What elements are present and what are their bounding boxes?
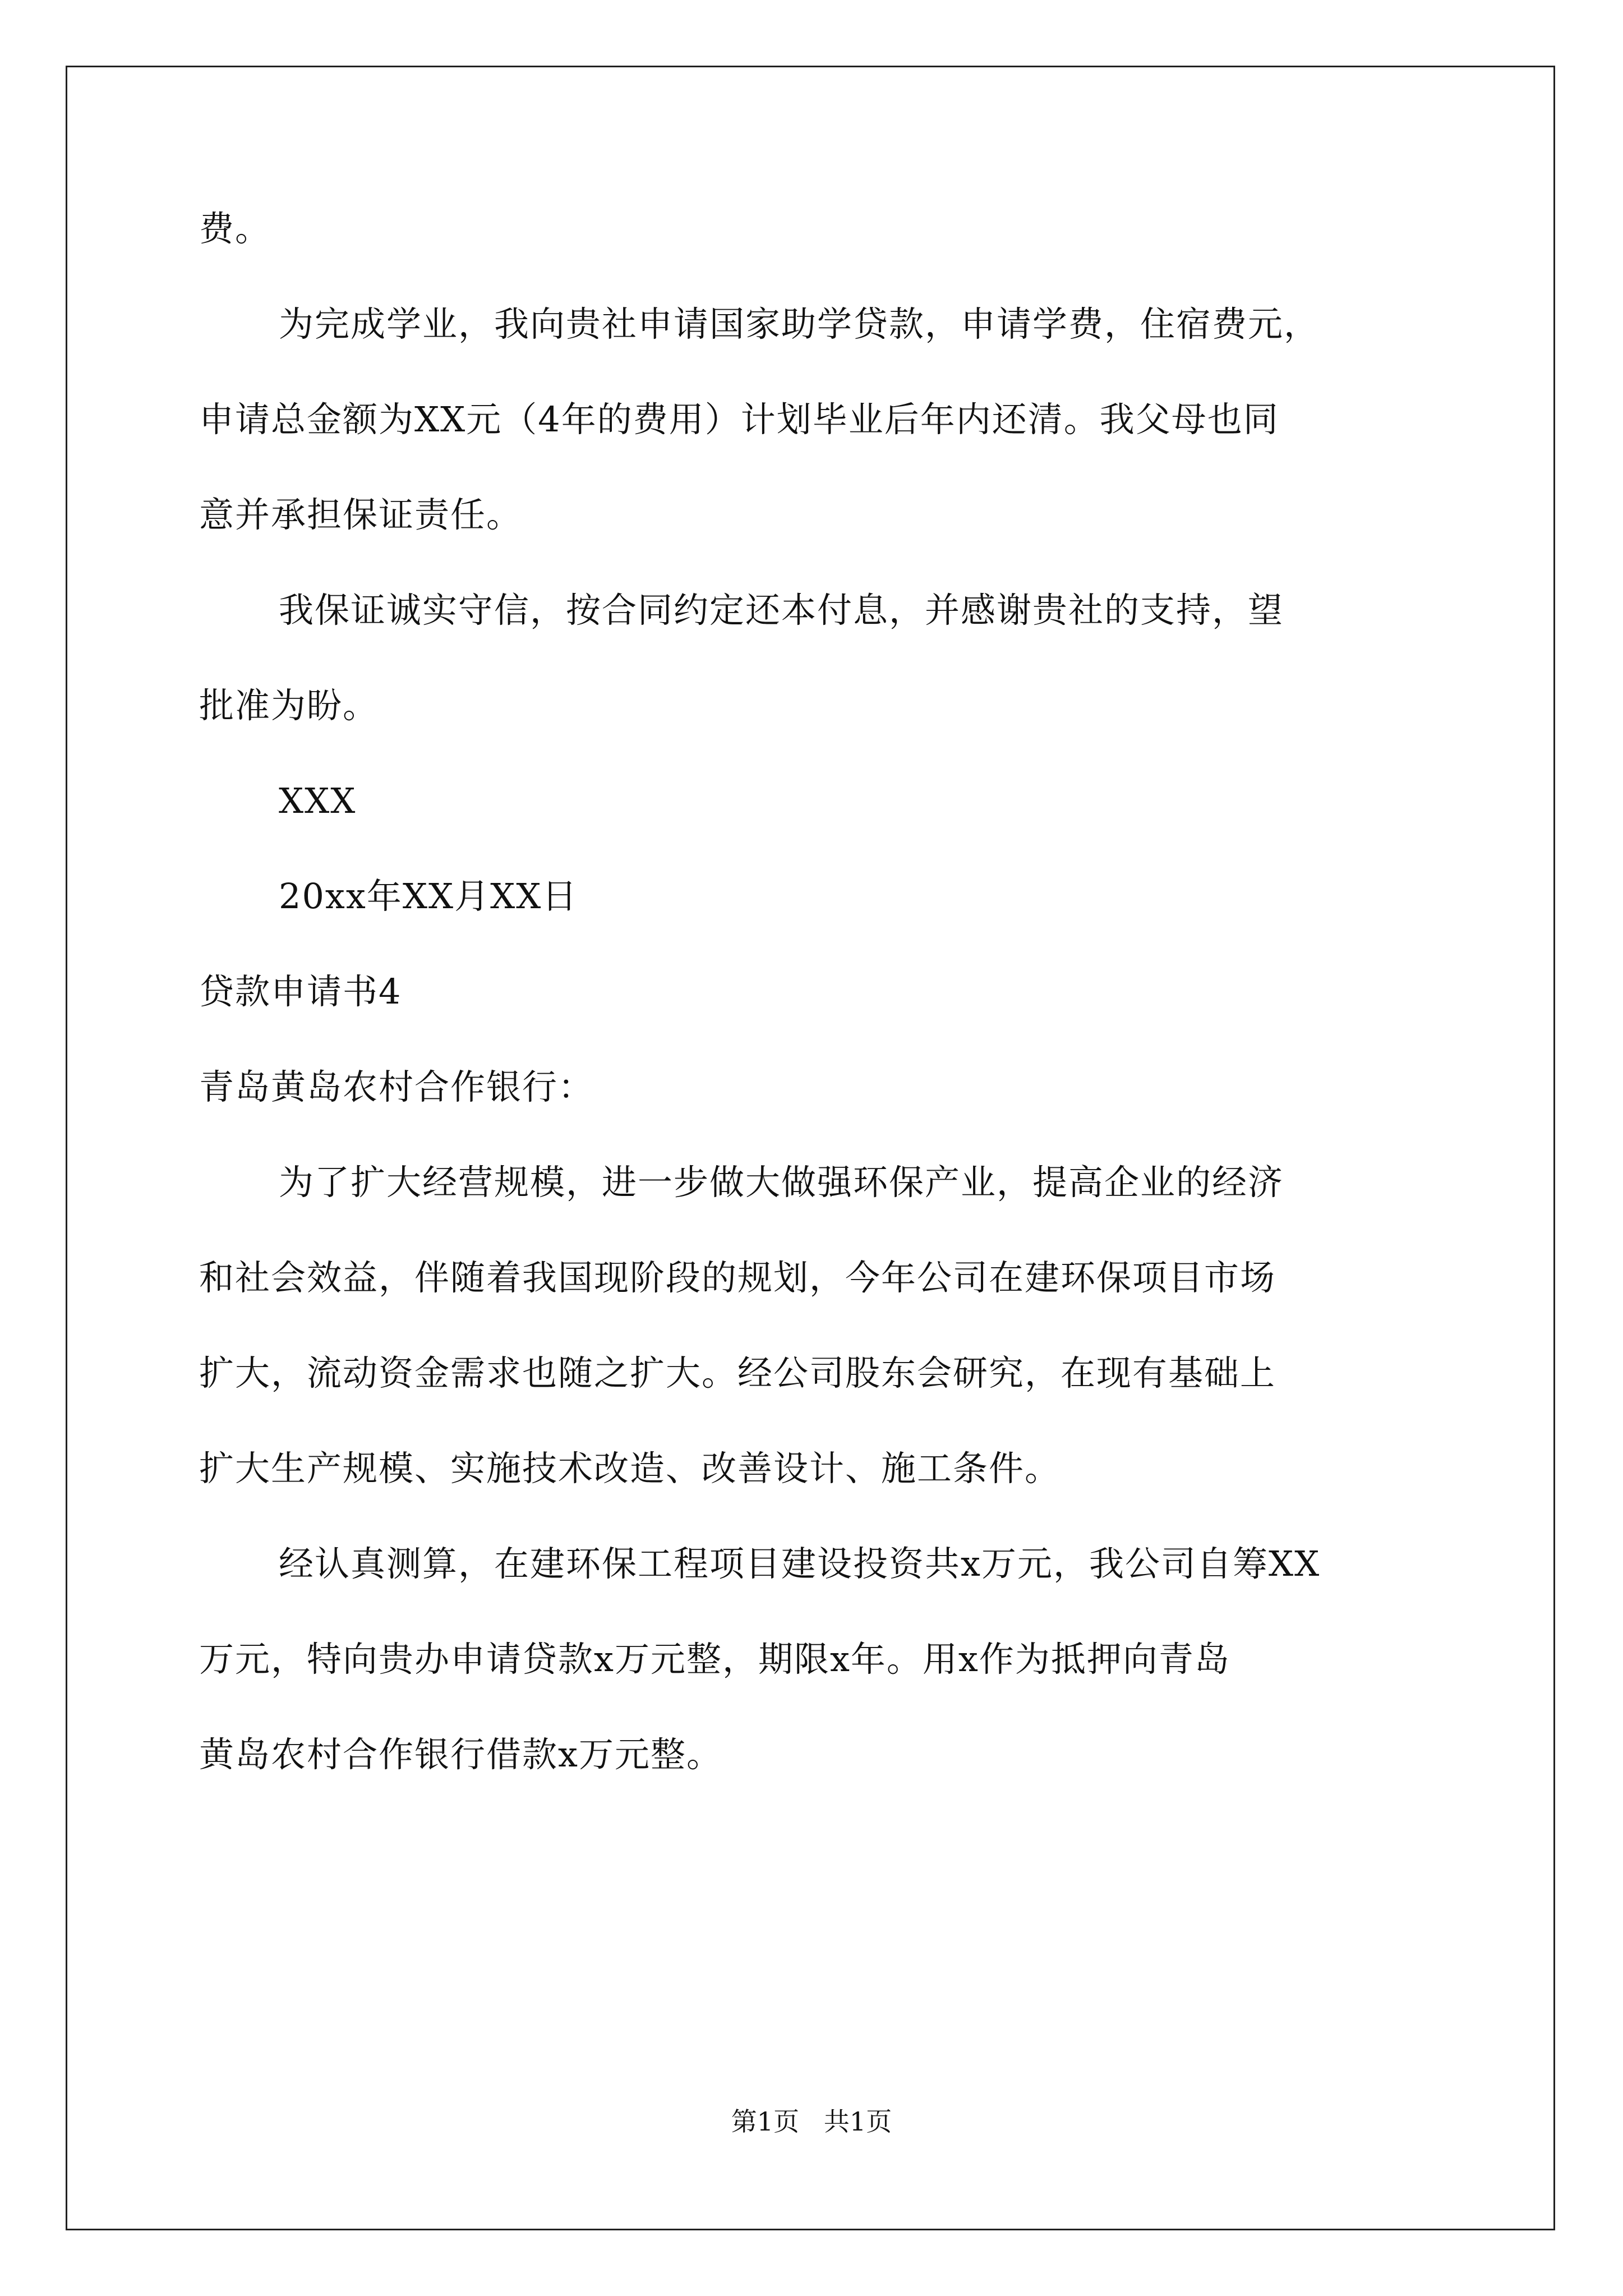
text-line-12: 和社会效益，伴随着我国现阶段的规划，今年公司在建环保项目市场 xyxy=(199,1257,1276,1298)
text-line-6: 批准为盼。 xyxy=(199,685,379,726)
text-line-17: 黄岛农村合作银行借款x万元整。 xyxy=(199,1734,722,1775)
salutation: 青岛黄岛农村合作银行： xyxy=(199,1066,594,1107)
page-border xyxy=(66,66,1555,2230)
text-line-4: 意并承担保证责任。 xyxy=(199,494,523,535)
text-line-14: 扩大生产规模、实施技术改造、改善设计、施工条件。 xyxy=(199,1448,1061,1489)
text-line-11: 为了扩大经营规模，进一步做大做强环保产业，提高企业的经济 xyxy=(279,1162,1284,1203)
text-line-16: 万元，特向贵办申请贷款x万元整，期限x年。用x作为抵押向青岛 xyxy=(199,1639,1230,1680)
text-line-5: 我保证诚实守信，按合同约定还本付息，并感谢贵社的支持，望 xyxy=(279,590,1284,631)
text-line-1: 费。 xyxy=(199,208,271,249)
text-line-2: 为完成学业，我向贵社申请国家助学贷款，申请学费，住宿费元， xyxy=(279,303,1320,344)
text-line-3: 申请总金额为XX元（4年的费用）计划毕业后年内还清。我父母也同 xyxy=(199,399,1279,440)
page-footer: 第1页 共1页 xyxy=(731,2106,892,2137)
signature-date: 20xx年XX月XX日 xyxy=(279,876,578,917)
text-line-13: 扩大，流动资金需求也随之扩大。经公司股东会研究，在现有基础上 xyxy=(199,1352,1276,1393)
section-title: 贷款申请书4 xyxy=(199,971,402,1012)
signature-name: XXX xyxy=(279,780,357,821)
text-line-15: 经认真测算，在建环保工程项目建设投资共x万元，我公司自筹XX xyxy=(279,1543,1321,1584)
